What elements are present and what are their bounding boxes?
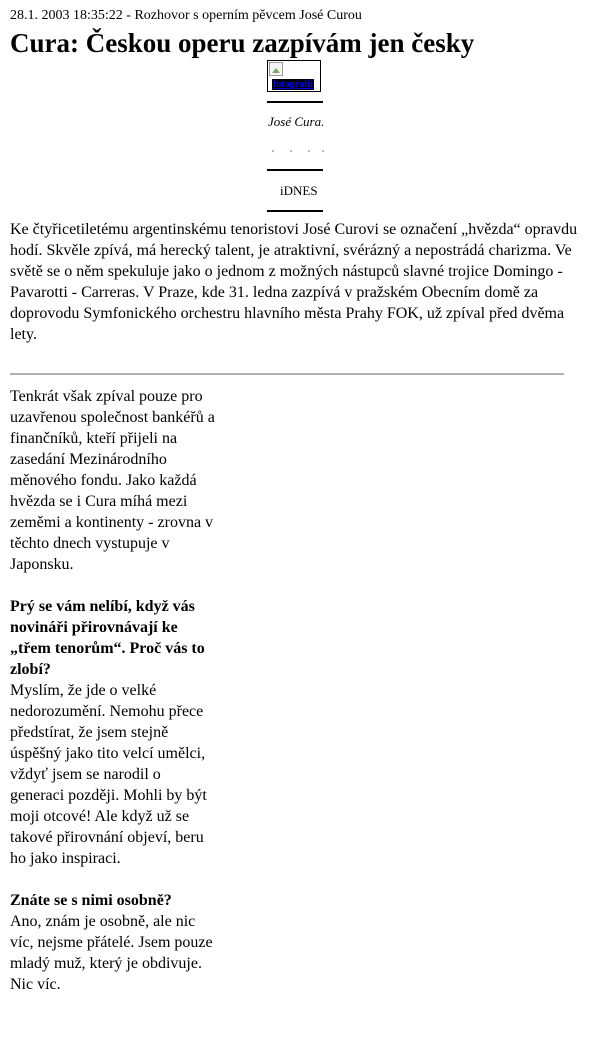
interview-question: Prý se vám nelíbí, když vás novináři přirovnávají ke „třem tenorům“. Proč vás to zlobí? <box>10 598 205 678</box>
article-meta: 28.1. 2003 18:35:22 - Rozhovor s operním pěvcem José Curou <box>10 8 362 23</box>
interview-answer: Myslím, že jde o velké nedorozumění. Nemohu přece předstírat, že jsem stejně úspěšný jako tito velcí umělci, vždyť jsem se narodil o generaci později. Mohli by být moji otcové! Ale když už se takové přirovnání objeví, beru ho jako inspiraci. <box>10 682 207 867</box>
article-lead: Ke čtyřicetiletému argentinskému tenoristovi José Curovi se označení „hvězda“ opravdu hodí. Skvěle zpívá, má herecký talent, je atraktivní, svérázný a nepostrádá charizma. Ve světě se o něm spekuluje jako o jednom z možných nástupců slavné trojice Domingo - Pavarotti - Carreras. V Praze, kde 31. ledna zazpívá v pražském Obecním domě za doprovodu Symfonického orchestru hlavního města Prahy FOK, už zpíval před dvěma lety. <box>10 221 578 343</box>
interview-qa <box>10 596 216 869</box>
interview-qa <box>10 890 216 995</box>
article-title: Cura: Českou operu zazpívám jen česky <box>10 28 475 58</box>
photo-caption: José Cura. <box>268 114 325 129</box>
caption-dots <box>272 150 324 154</box>
section-divider <box>10 373 564 375</box>
photo-divider-bottom <box>267 210 323 212</box>
photo-divider-top <box>267 101 323 103</box>
interview-answer: Ano, znám je osobně, ale nic víc, nejsme přátelé. Jsem pouze mladý muž, který je obdivuje. Nic víc. <box>10 913 213 993</box>
broken-image-icon <box>269 62 283 76</box>
body-paragraph: Tenkrát však zpíval pouze pro uzavřenou společnost bankéřů a finančníků, kteří přijeli na zasedání Mezinárodního měnového fondu. Jako každá hvězda se i Cura míhá mezi zeměmi a kontinenty - zrovna v těchto dnech vystupuje v Japonsku. <box>10 388 215 573</box>
photo-source: iDNES <box>280 183 318 198</box>
article-photo <box>267 60 325 92</box>
interview-question: Znáte se s nimi osobně? <box>10 892 172 909</box>
photo-frame[interactable] <box>267 60 321 92</box>
photo-link[interactable]: fotografii <box>273 79 313 90</box>
photo-divider-middle <box>267 169 323 171</box>
article-body <box>10 386 216 1016</box>
